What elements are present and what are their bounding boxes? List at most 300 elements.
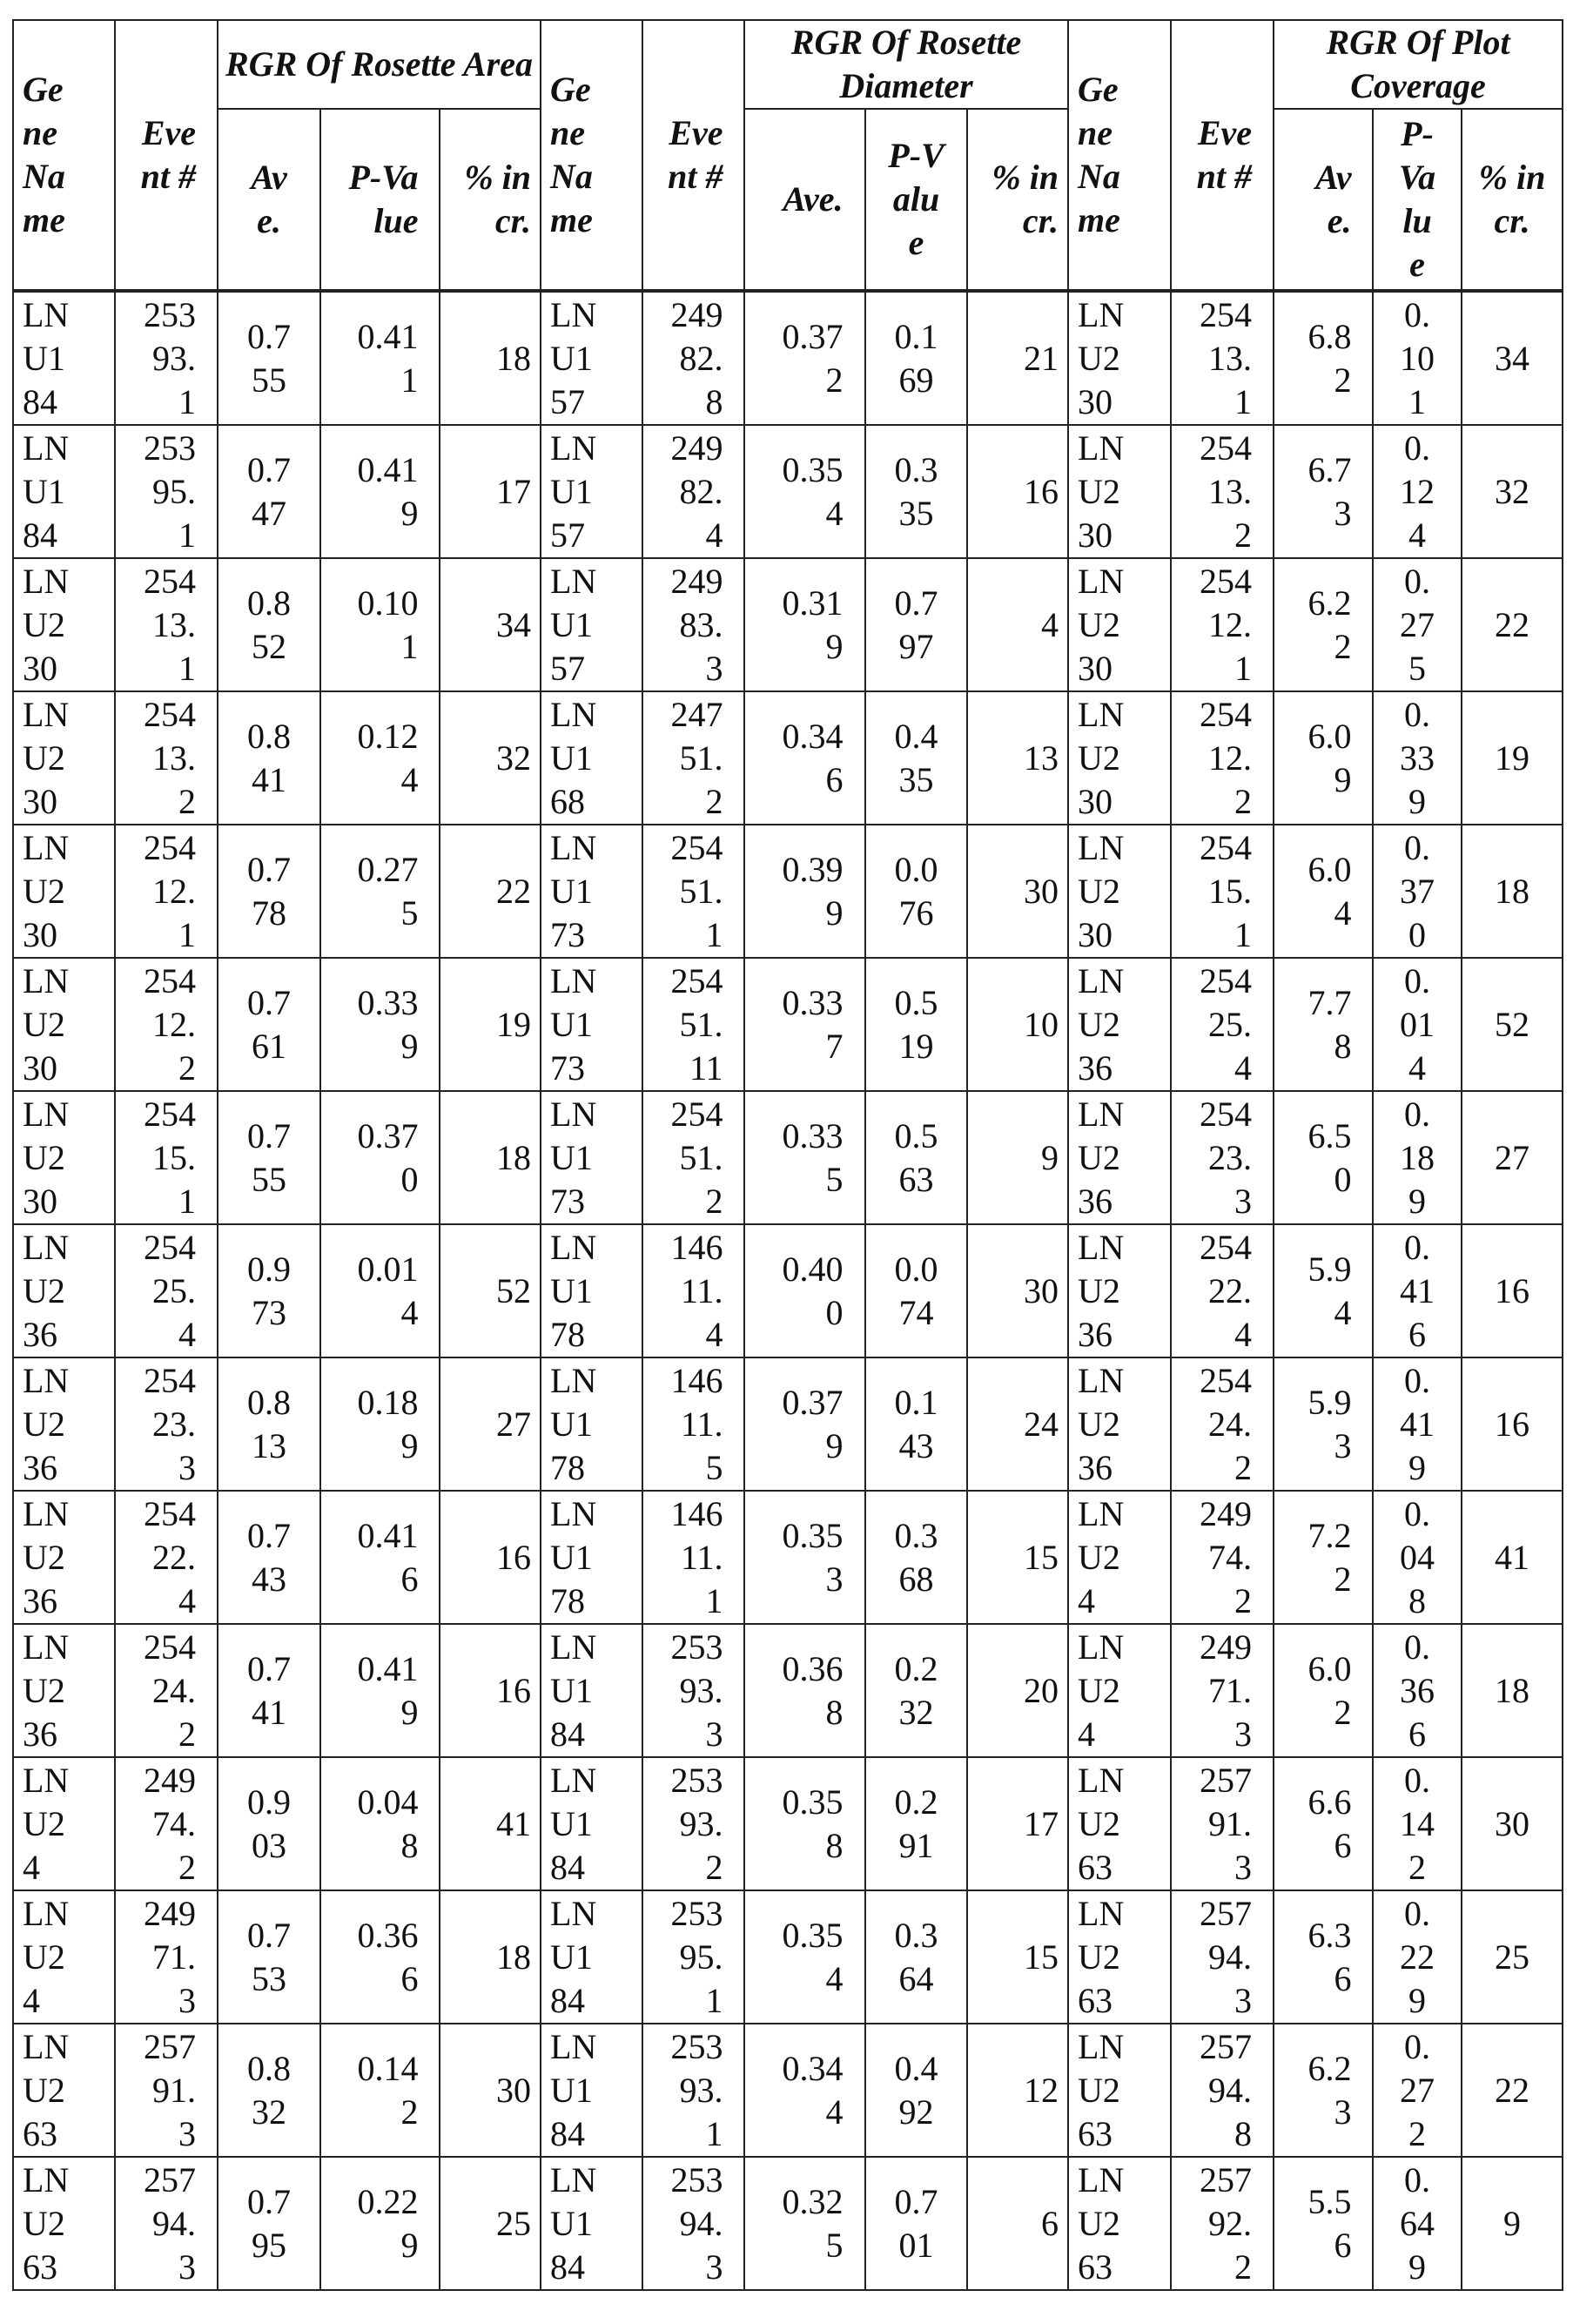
cell-event bbox=[1171, 1091, 1274, 1224]
cell-text: 0.778 bbox=[239, 848, 299, 935]
cell-text: 25412.2 bbox=[137, 960, 196, 1090]
cell-text: LNU173 bbox=[550, 1093, 609, 1223]
cell-text: 0.101 bbox=[342, 582, 419, 669]
cell-p-value bbox=[865, 1357, 967, 1491]
cell-text: 6.04 bbox=[1295, 848, 1352, 935]
cell-text: 27 bbox=[1477, 1136, 1547, 1180]
cell-ave bbox=[744, 1757, 865, 1890]
header-gene-name bbox=[541, 20, 642, 291]
cell-gene-name bbox=[1068, 825, 1171, 958]
cell-text: 0.753 bbox=[239, 1914, 299, 2001]
cell-event bbox=[115, 558, 218, 691]
cell-text: 0.354 bbox=[767, 448, 844, 536]
cell-percent-incr bbox=[1462, 2024, 1563, 2157]
cell-ave bbox=[1274, 1357, 1373, 1491]
cell-gene-name bbox=[13, 1624, 115, 1757]
cell-text: 24974.2 bbox=[137, 1759, 196, 1890]
cell-ave bbox=[218, 2157, 320, 2290]
cell-p-value bbox=[1373, 2024, 1462, 2157]
cell-ave bbox=[1274, 825, 1373, 958]
cell-text: 25415.1 bbox=[137, 1093, 196, 1223]
cell-text: 0.142 bbox=[1398, 1759, 1437, 1890]
cell-percent-incr bbox=[967, 1757, 1068, 1890]
cell-text: 6.73 bbox=[1295, 448, 1352, 536]
cell-text: LNU236 bbox=[23, 1226, 82, 1357]
cell-gene-name bbox=[1068, 1091, 1171, 1224]
header-label: Ave. bbox=[239, 156, 299, 243]
cell-text: 0.353 bbox=[767, 1514, 844, 1601]
header-group-plot-coverage bbox=[1274, 20, 1563, 109]
cell-text: 25791.3 bbox=[1193, 1759, 1252, 1890]
header-gene-name bbox=[1068, 20, 1171, 291]
cell-gene-name bbox=[13, 291, 115, 425]
cell-event bbox=[1171, 1757, 1274, 1890]
cell-text: 25424.2 bbox=[137, 1626, 196, 1756]
cell-ave bbox=[744, 825, 865, 958]
cell-p-value bbox=[1373, 2157, 1462, 2290]
cell-text: 0.354 bbox=[767, 1914, 844, 2001]
cell-text: 6 bbox=[989, 2202, 1059, 2246]
cell-event bbox=[1171, 291, 1274, 425]
cell-event bbox=[642, 558, 744, 691]
header-p-value bbox=[1373, 109, 1462, 291]
cell-text: 0.364 bbox=[888, 1914, 944, 2001]
cell-text: LNU157 bbox=[550, 560, 609, 690]
cell-text: 0.142 bbox=[342, 2047, 419, 2134]
cell-text: 18 bbox=[461, 337, 531, 381]
cell-gene-name bbox=[13, 958, 115, 1091]
cell-text: 0.832 bbox=[239, 2047, 299, 2134]
header-label: RGR Of Rosette Area bbox=[218, 43, 540, 86]
table-row bbox=[13, 425, 1563, 558]
cell-gene-name bbox=[1068, 1624, 1171, 1757]
cell-p-value bbox=[865, 1224, 967, 1357]
cell-p-value bbox=[320, 1890, 440, 2024]
cell-text: LNU230 bbox=[23, 1093, 82, 1223]
cell-text: 16 bbox=[461, 1536, 531, 1580]
cell-ave bbox=[218, 1224, 320, 1357]
cell-text: 7.78 bbox=[1295, 981, 1352, 1068]
cell-text: 14611.4 bbox=[664, 1226, 723, 1357]
cell-text: LNU184 bbox=[550, 1892, 609, 2023]
cell-gene-name bbox=[541, 1624, 642, 1757]
cell-percent-incr bbox=[440, 1357, 541, 1491]
cell-text: LNU263 bbox=[23, 2159, 82, 2289]
header-incr bbox=[967, 109, 1068, 291]
cell-event bbox=[1171, 1357, 1274, 1491]
cell-text: 25794.3 bbox=[137, 2159, 196, 2289]
cell-text: 25394.3 bbox=[664, 2159, 723, 2289]
cell-event bbox=[115, 1491, 218, 1624]
cell-gene-name bbox=[13, 1491, 115, 1624]
cell-text: 24982.8 bbox=[664, 293, 723, 424]
cell-text: 52 bbox=[1477, 1003, 1547, 1047]
cell-ave bbox=[218, 1757, 320, 1890]
cell-text: 41 bbox=[1477, 1536, 1547, 1580]
cell-text: 0.435 bbox=[888, 715, 944, 802]
cell-ave bbox=[744, 1890, 865, 2024]
cell-p-value bbox=[320, 291, 440, 425]
cell-text: LNU230 bbox=[1078, 427, 1137, 557]
cell-event bbox=[1171, 1491, 1274, 1624]
cell-percent-incr bbox=[967, 558, 1068, 691]
cell-ave bbox=[744, 1357, 865, 1491]
cell-event bbox=[642, 1890, 744, 2024]
cell-text: 27 bbox=[461, 1403, 531, 1446]
cell-percent-incr bbox=[1462, 1491, 1563, 1624]
cell-event bbox=[642, 1091, 744, 1224]
cell-percent-incr bbox=[1462, 1757, 1563, 1890]
cell-text: 6.09 bbox=[1295, 715, 1352, 802]
cell-event bbox=[642, 958, 744, 1091]
cell-text: 0.335 bbox=[888, 448, 944, 536]
cell-gene-name bbox=[541, 425, 642, 558]
cell-event bbox=[642, 691, 744, 825]
cell-text: 24983.3 bbox=[664, 560, 723, 690]
cell-text: 0.366 bbox=[342, 1914, 419, 2001]
cell-text: LNU263 bbox=[1078, 2025, 1137, 2156]
cell-text: 0.419 bbox=[1398, 1359, 1437, 1490]
cell-text: 0.229 bbox=[1398, 1892, 1437, 2023]
cell-gene-name bbox=[1068, 1890, 1171, 2024]
header-group-rosette-diameter bbox=[744, 20, 1068, 109]
cell-text: LNU230 bbox=[1078, 560, 1137, 690]
header-label: Event # bbox=[137, 111, 196, 199]
cell-text: 25413.1 bbox=[137, 560, 196, 690]
cell-text: LNU236 bbox=[1078, 1226, 1137, 1357]
cell-event bbox=[1171, 2157, 1274, 2290]
table-row bbox=[13, 1757, 1563, 1890]
cell-text: 0.379 bbox=[767, 1381, 844, 1468]
table-row bbox=[13, 691, 1563, 825]
cell-event bbox=[115, 1224, 218, 1357]
cell-percent-incr bbox=[967, 825, 1068, 958]
cell-text: 0.319 bbox=[767, 582, 844, 669]
cell-text: 16 bbox=[1477, 1403, 1547, 1446]
cell-text: 22 bbox=[1477, 2069, 1547, 2112]
cell-text: LNU230 bbox=[1078, 826, 1137, 957]
cell-text: 24 bbox=[989, 1403, 1059, 1446]
header-label: Ave. bbox=[1295, 156, 1352, 243]
cell-text: LNU236 bbox=[23, 1359, 82, 1490]
header-label: Gene Name bbox=[23, 68, 82, 242]
cell-text: 0.101 bbox=[1398, 293, 1437, 424]
cell-text: 0.337 bbox=[767, 981, 844, 1068]
cell-text: 0.563 bbox=[888, 1115, 944, 1202]
cell-p-value bbox=[320, 1757, 440, 1890]
cell-gene-name bbox=[13, 825, 115, 958]
cell-percent-incr bbox=[967, 2157, 1068, 2290]
cell-ave bbox=[1274, 1491, 1373, 1624]
cell-text: 24971.3 bbox=[1193, 1626, 1252, 1756]
cell-event bbox=[642, 425, 744, 558]
cell-text: 6.50 bbox=[1295, 1115, 1352, 1202]
cell-text: 25415.1 bbox=[1193, 826, 1252, 957]
cell-gene-name bbox=[1068, 958, 1171, 1091]
cell-gene-name bbox=[1068, 2024, 1171, 2157]
cell-text: 5.56 bbox=[1295, 2180, 1352, 2267]
table-row bbox=[13, 1624, 1563, 1757]
cell-p-value bbox=[320, 1091, 440, 1224]
cell-ave bbox=[744, 291, 865, 425]
cell-text: 0.649 bbox=[1398, 2159, 1437, 2289]
cell-gene-name bbox=[1068, 2157, 1171, 2290]
table-header bbox=[13, 20, 1563, 291]
table-row bbox=[13, 1491, 1563, 1624]
cell-text: 18 bbox=[461, 1136, 531, 1180]
cell-text: 0.411 bbox=[342, 315, 419, 402]
cell-text: 0.189 bbox=[342, 1381, 419, 1468]
cell-p-value bbox=[1373, 291, 1462, 425]
cell-event bbox=[115, 958, 218, 1091]
header-label: P-Value bbox=[888, 134, 944, 265]
cell-gene-name bbox=[13, 1757, 115, 1890]
cell-p-value bbox=[865, 558, 967, 691]
cell-text: 14611.1 bbox=[664, 1492, 723, 1623]
header-ave bbox=[218, 109, 320, 291]
cell-text: 34 bbox=[461, 603, 531, 647]
cell-text: 0.339 bbox=[1398, 693, 1437, 824]
cell-event bbox=[642, 1224, 744, 1357]
cell-p-value bbox=[1373, 825, 1462, 958]
cell-text: LNU230 bbox=[1078, 693, 1137, 824]
cell-percent-incr bbox=[440, 825, 541, 958]
cell-text: LNU173 bbox=[550, 826, 609, 957]
cell-text: 0.973 bbox=[239, 1248, 299, 1335]
cell-percent-incr bbox=[1462, 691, 1563, 825]
cell-p-value bbox=[1373, 1357, 1462, 1491]
cell-gene-name bbox=[541, 1091, 642, 1224]
cell-text: 0.275 bbox=[342, 848, 419, 935]
cell-percent-incr bbox=[967, 1890, 1068, 2024]
cell-event bbox=[115, 1757, 218, 1890]
cell-text: LNU184 bbox=[23, 293, 82, 424]
cell-p-value bbox=[865, 691, 967, 825]
cell-percent-incr bbox=[440, 1624, 541, 1757]
cell-ave bbox=[744, 691, 865, 825]
cell-text: 0.372 bbox=[767, 315, 844, 402]
cell-gene-name bbox=[1068, 558, 1171, 691]
cell-text: LNU230 bbox=[23, 560, 82, 690]
cell-text: 7.22 bbox=[1295, 1514, 1352, 1601]
cell-percent-incr bbox=[1462, 1624, 1563, 1757]
cell-text: 19 bbox=[461, 1003, 531, 1047]
cell-text: 14611.5 bbox=[664, 1359, 723, 1490]
cell-text: 13 bbox=[989, 737, 1059, 780]
cell-event bbox=[115, 1890, 218, 2024]
cell-text: 25 bbox=[461, 2202, 531, 2246]
cell-text: 0.076 bbox=[888, 848, 944, 935]
cell-text: 25413.2 bbox=[137, 693, 196, 824]
cell-ave bbox=[1274, 425, 1373, 558]
header-label: % incr. bbox=[461, 156, 531, 243]
cell-text: 0.741 bbox=[239, 1647, 299, 1735]
cell-gene-name bbox=[1068, 691, 1171, 825]
cell-text: 25412.2 bbox=[1193, 693, 1252, 824]
cell-percent-incr bbox=[440, 1757, 541, 1890]
cell-text: 30 bbox=[989, 1270, 1059, 1313]
cell-text: 6.36 bbox=[1295, 1914, 1352, 2001]
cell-text: 19 bbox=[1477, 737, 1547, 780]
cell-p-value bbox=[1373, 1757, 1462, 1890]
cell-gene-name bbox=[541, 1357, 642, 1491]
cell-percent-incr bbox=[1462, 1357, 1563, 1491]
cell-p-value bbox=[865, 1890, 967, 2024]
cell-text: 25424.2 bbox=[1193, 1359, 1252, 1490]
cell-gene-name bbox=[13, 1224, 115, 1357]
cell-text: 0.325 bbox=[767, 2180, 844, 2267]
cell-p-value bbox=[320, 691, 440, 825]
cell-percent-incr bbox=[1462, 558, 1563, 691]
cell-text: 6.22 bbox=[1295, 582, 1352, 669]
header-event bbox=[642, 20, 744, 291]
table-row bbox=[13, 2157, 1563, 2290]
header-label: P-Value bbox=[342, 156, 419, 243]
cell-text: LNU236 bbox=[23, 1626, 82, 1756]
results-table bbox=[12, 19, 1563, 2291]
cell-gene-name bbox=[1068, 1357, 1171, 1491]
cell-p-value bbox=[865, 291, 967, 425]
cell-text: 30 bbox=[989, 870, 1059, 913]
cell-p-value bbox=[1373, 1890, 1462, 2024]
cell-text: 0.344 bbox=[767, 2047, 844, 2134]
cell-text: 0.400 bbox=[767, 1248, 844, 1335]
cell-text: 0.399 bbox=[767, 848, 844, 935]
cell-text: 21 bbox=[989, 337, 1059, 381]
cell-ave bbox=[218, 558, 320, 691]
cell-percent-incr bbox=[967, 1491, 1068, 1624]
cell-gene-name bbox=[1068, 1224, 1171, 1357]
cell-ave bbox=[744, 558, 865, 691]
cell-text: LNU173 bbox=[550, 960, 609, 1090]
header-p-value bbox=[320, 109, 440, 291]
cell-text: 25792.2 bbox=[1193, 2159, 1252, 2289]
cell-ave bbox=[1274, 2024, 1373, 2157]
cell-p-value bbox=[865, 1624, 967, 1757]
cell-gene-name bbox=[541, 1224, 642, 1357]
cell-gene-name bbox=[541, 1757, 642, 1890]
cell-event bbox=[115, 1624, 218, 1757]
cell-text: 0.795 bbox=[239, 2180, 299, 2267]
cell-p-value bbox=[320, 558, 440, 691]
cell-p-value bbox=[865, 2157, 967, 2290]
table-row bbox=[13, 291, 1563, 425]
cell-text: 9 bbox=[1477, 2202, 1547, 2246]
cell-p-value bbox=[865, 958, 967, 1091]
header-label: Gene Name bbox=[550, 68, 609, 242]
cell-text: 34 bbox=[1477, 337, 1547, 381]
cell-text: 25393.1 bbox=[137, 293, 196, 424]
cell-text: 32 bbox=[1477, 470, 1547, 514]
cell-text: 18 bbox=[461, 1936, 531, 1979]
cell-p-value bbox=[1373, 558, 1462, 691]
cell-ave bbox=[218, 1091, 320, 1224]
cell-p-value bbox=[320, 1624, 440, 1757]
cell-percent-incr bbox=[1462, 958, 1563, 1091]
cell-text: 0.755 bbox=[239, 315, 299, 402]
cell-gene-name bbox=[1068, 425, 1171, 558]
cell-event bbox=[642, 825, 744, 958]
cell-gene-name bbox=[541, 1491, 642, 1624]
cell-event bbox=[642, 1624, 744, 1757]
cell-text: 16 bbox=[989, 470, 1059, 514]
cell-event bbox=[1171, 1890, 1274, 2024]
cell-gene-name bbox=[541, 2157, 642, 2290]
cell-text: LNU236 bbox=[1078, 960, 1137, 1090]
header-label: Gene Name bbox=[1078, 68, 1137, 242]
cell-event bbox=[115, 291, 218, 425]
cell-text: 10 bbox=[989, 1003, 1059, 1047]
cell-ave bbox=[218, 1357, 320, 1491]
cell-p-value bbox=[320, 2157, 440, 2290]
cell-text: LNU24 bbox=[23, 1892, 82, 2023]
header-label: Event # bbox=[664, 111, 723, 199]
cell-text: LNU24 bbox=[23, 1759, 82, 1890]
cell-p-value bbox=[865, 2024, 967, 2157]
cell-text: LNU157 bbox=[550, 427, 609, 557]
cell-event bbox=[642, 1357, 744, 1491]
header-label: RGR Of Plot Coverage bbox=[1274, 21, 1562, 108]
cell-text: 25425.4 bbox=[137, 1226, 196, 1357]
cell-p-value bbox=[1373, 1491, 1462, 1624]
cell-event bbox=[115, 691, 218, 825]
cell-text: 16 bbox=[461, 1669, 531, 1713]
cell-p-value bbox=[320, 1491, 440, 1624]
cell-text: LNU184 bbox=[550, 1759, 609, 1890]
cell-text: 5.94 bbox=[1295, 1248, 1352, 1335]
cell-ave bbox=[744, 1091, 865, 1224]
cell-ave bbox=[744, 958, 865, 1091]
cell-gene-name bbox=[1068, 1491, 1171, 1624]
cell-p-value bbox=[865, 1491, 967, 1624]
cell-text: 25393.3 bbox=[664, 1626, 723, 1756]
cell-text: 0.368 bbox=[888, 1514, 944, 1601]
cell-text: 25 bbox=[1477, 1936, 1547, 1979]
header-event bbox=[115, 20, 218, 291]
cell-ave bbox=[218, 691, 320, 825]
cell-text: LNU230 bbox=[23, 826, 82, 957]
cell-text: 0.416 bbox=[342, 1514, 419, 1601]
header-event bbox=[1171, 20, 1274, 291]
cell-text: 25794.8 bbox=[1193, 2025, 1252, 2156]
cell-text: 30 bbox=[1477, 1802, 1547, 1846]
cell-text: 25395.1 bbox=[137, 427, 196, 557]
header-incr bbox=[1462, 109, 1563, 291]
cell-event bbox=[642, 2024, 744, 2157]
cell-text: LNU178 bbox=[550, 1359, 609, 1490]
cell-ave bbox=[744, 2024, 865, 2157]
cell-text: 0.492 bbox=[888, 2047, 944, 2134]
cell-text: 25412.1 bbox=[1193, 560, 1252, 690]
cell-event bbox=[1171, 958, 1274, 1091]
cell-text: 25451.1 bbox=[664, 826, 723, 957]
cell-percent-incr bbox=[1462, 1091, 1563, 1224]
cell-text: 0.755 bbox=[239, 1115, 299, 1202]
cell-text: 0.124 bbox=[1398, 427, 1437, 557]
cell-gene-name bbox=[13, 1091, 115, 1224]
cell-text: 0.519 bbox=[888, 981, 944, 1068]
cell-p-value bbox=[320, 825, 440, 958]
cell-p-value bbox=[1373, 1091, 1462, 1224]
cell-event bbox=[642, 291, 744, 425]
cell-ave bbox=[1274, 1091, 1373, 1224]
cell-text: 0.366 bbox=[1398, 1626, 1437, 1756]
cell-text: 16 bbox=[1477, 1270, 1547, 1313]
cell-text: 0.841 bbox=[239, 715, 299, 802]
cell-text: LNU230 bbox=[23, 693, 82, 824]
cell-text: 17 bbox=[989, 1802, 1059, 1846]
cell-text: 0.048 bbox=[342, 1781, 419, 1868]
